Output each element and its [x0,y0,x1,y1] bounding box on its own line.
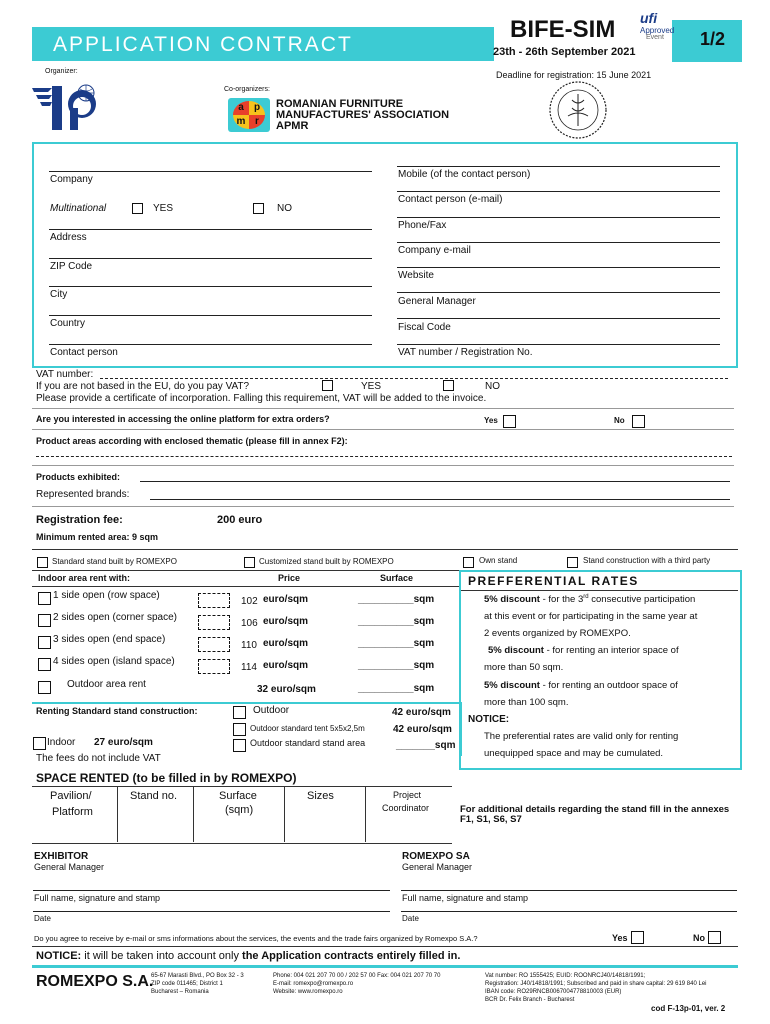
footer-email[interactable]: E-mail: romexpo@romexpo.ro [273,981,354,987]
contact-email-input[interactable] [397,191,720,192]
three-sides-checkbox[interactable] [38,636,51,649]
space-col-divider [284,787,285,842]
apmr-logo-icon [228,98,270,132]
contact-email-label: Contact person (e-mail) [398,194,503,205]
discount-2-label: 5% discount [488,645,544,656]
price-row [32,610,460,632]
coorganizers-label: Co-organizers: [224,86,270,93]
discount-2-text: - for renting an interior space of [543,645,679,656]
romexpo-signature-input[interactable] [401,890,737,891]
one-side-label: 1 side open (row space) [53,590,160,601]
footer-vat-1: Vat number: RO 1555425; EUID: ROONRCJ40/14818/1991; [485,973,646,979]
three-sides-unit: euro/sqm [263,638,309,649]
discount-1-text: - for the 3 [539,594,584,606]
price-table-header-line [32,586,460,587]
consent-yes-checkbox[interactable] [631,931,644,944]
two-sides-qty[interactable] [198,615,230,630]
multinational-yes-checkbox[interactable] [132,203,143,214]
discount-1-line2: at this event or for participating in the same year at [484,611,698,622]
indoor-area-header: Indoor area rent with: [38,573,131,583]
two-sides-checkbox[interactable] [38,614,51,627]
vat-no-checkbox[interactable] [443,380,454,391]
minimum-area: Minimum rented area: 9 sqm [36,532,159,542]
discount-2-line2: more than 50 sqm. [484,662,564,673]
one-side-checkbox[interactable] [38,592,51,605]
fiscal-code-label: Fiscal Code [398,322,451,333]
space-rented-title: SPACE RENTED (to be filled in by ROMEXPO) [36,771,297,785]
online-yes-checkbox[interactable] [503,415,516,428]
footer-vat-3: IBAN code: RO29RNCB0067004778810003 (EUR) [485,989,622,995]
outdoor-rent-price: 32 euro/sqm [257,684,316,695]
multinational-yes-label: YES [153,203,174,214]
price-row [32,654,460,676]
customized-stand-label: Customized stand built by ROMEXPO [259,557,394,566]
apmr-name-1: ROMANIAN FURNITURE [276,98,404,110]
third-party-checkbox[interactable] [567,557,578,568]
exhibitor-signature-input[interactable] [33,890,390,891]
col-surface: Surface [219,790,257,802]
col-sizes: Sizes [307,790,334,802]
vat-registration-input[interactable] [397,344,720,345]
footer-vat-2: Registration: J40/14818/1991; Subscribed and paid in share capital: 29 619 840 Lei [485,981,707,987]
website-input[interactable] [397,267,720,268]
discount-1-label: 5% discount [484,594,540,606]
standard-stand-checkbox[interactable] [37,557,48,568]
vat-no-label: NO [485,381,500,392]
preferential-item-3 [484,680,678,691]
general-manager-input[interactable] [397,292,720,293]
vat-note: Please provide a certificate of incorporation. Falling this requirement, VAT will be added to the invoice. [36,393,487,404]
romexpo-label: ROMEXPO SA [402,851,470,862]
vat-excluded-note: The fees do not include VAT [36,753,161,764]
deadline: Deadline for registration: 15 June 2021 [496,70,652,80]
one-side-unit: euro/sqm [263,594,309,605]
vat-question: If you are not based in the EU, do you pay VAT? [36,381,250,392]
footer-address-2: ZIP code 011465; District 1 [151,981,223,987]
city-input[interactable] [49,286,372,287]
third-party-label: Stand construction with a third party [583,556,711,565]
notice-line1: The preferential rates are valid only for renting [484,731,679,742]
products-exhibited-label: Products exhibited: [36,472,121,482]
own-stand-label: Own stand [479,556,518,565]
brands-input[interactable] [150,499,730,500]
city-label: City [50,289,68,300]
footer-website[interactable]: Website: www.romexpo.ro [273,989,343,995]
exhibitor-signature-label: Full name, signature and stamp [34,893,161,903]
vat-yes-checkbox[interactable] [322,380,333,391]
online-question: Are you interested in accessing the online platform for extra orders? [36,414,330,424]
company-label: Company [50,174,93,185]
indoor-checkbox[interactable] [33,737,46,750]
romexpo-gm-label: General Manager [402,862,473,872]
vat-yes-label: YES [361,381,382,392]
one-side-sqm[interactable]: __________sqm [358,594,435,605]
outdoor-rent-checkbox[interactable] [38,681,51,694]
four-sides-sqm[interactable]: __________sqm [358,660,435,671]
additional-details: For additional details regarding the stand fill in the annexes F1, S1, S6, S7 [460,804,730,825]
four-sides-checkbox[interactable] [38,658,51,671]
outdoor-area-sqm[interactable]: _______sqm [396,740,456,751]
registration-fee-label: Registration fee: [36,514,123,526]
consent-yes-label: Yes [612,933,628,943]
one-side-price: 102 [241,596,258,607]
product-areas-label: Product areas according with enclosed thematic (please fill in annex F2): [36,436,348,446]
notice-label: NOTICE: [468,714,510,725]
renting-outdoor-price: 42 euro/sqm [392,707,451,718]
discount-1-sup: rd [583,594,589,600]
footer-notice-text: it will be taken into account only [81,950,243,962]
stand-types-divider [32,549,738,550]
vat-number-label: VAT number: [36,369,94,380]
brands-label: Represented brands: [36,489,130,500]
col-surface-unit: (sqm) [225,804,254,816]
customized-stand-checkbox[interactable] [244,557,255,568]
romexpo-date-input[interactable] [401,911,737,912]
organizer-label: Organizer: [45,68,78,75]
exhibitor-date-label: Date [34,914,51,923]
footer-address-1: 65-67 Marasti Blvd., PO Box 32 - 3 [151,973,244,979]
romexpo-date-label: Date [402,914,419,923]
address-label: Address [50,232,87,243]
company-input[interactable] [49,171,372,172]
zip-label: ZIP Code [50,261,93,272]
registration-fee-value: 200 euro [217,514,263,526]
preferential-item-2 [488,645,679,656]
zip-input[interactable] [49,258,372,259]
mobile-input[interactable] [397,166,720,167]
own-stand-checkbox[interactable] [463,557,474,568]
exhibitor-gm-label: General Manager [34,862,105,872]
apmr-name-3: APMR [276,120,309,132]
renting-standard-label: Renting Standard stand construction: [36,706,198,716]
phone-fax-input[interactable] [397,217,720,218]
three-sides-label: 3 sides open (end space) [53,634,166,645]
four-sides-qty[interactable] [198,659,230,674]
preferential-title: PREFFERENTIAL RATES [468,574,639,588]
two-sides-sqm[interactable]: __________sqm [358,616,435,627]
tent-checkbox[interactable] [233,723,246,736]
product-areas-input[interactable] [36,456,732,457]
outdoor-rent-label: Outdoor area rent [67,679,146,690]
indoor-label: Indoor [47,737,76,748]
three-sides-price: 110 [241,640,257,651]
footer-notice [36,950,460,962]
fiscal-code-input[interactable] [397,318,720,319]
online-yes-label: Yes [484,416,498,425]
event-name: BIFE-SIM [510,16,616,43]
romexpo-logo-icon [30,82,100,134]
contact-person-input[interactable] [49,344,372,345]
online-no-checkbox[interactable] [632,415,645,428]
seal-icon [546,80,610,140]
space-col-divider [365,787,366,842]
standard-stand-label: Standard stand built by ROMEXPO [52,557,177,566]
tent-price: 42 euro/sqm [393,724,452,735]
country-input[interactable] [49,315,372,316]
col-coordinator: Coordinator [382,803,430,813]
ufi-approved: Approved [640,26,675,35]
col-pavilion: Pavilion/ [50,790,92,802]
two-sides-label: 2 sides open (corner space) [53,612,177,623]
price-row [32,678,460,700]
four-sides-price: 114 [241,662,257,673]
footer-notice-emph: the Application contracts entirely filled in. [242,950,461,962]
discount-3-label: 5% discount [484,680,540,691]
footer-address-3: Bucharest – Romania [151,989,209,995]
discount-1-text2: consecutive participation [588,594,696,606]
three-sides-qty[interactable] [198,637,230,652]
price-row [32,588,460,610]
apmr-logo-m: m [233,115,249,129]
ufi-logo: ufi [640,10,658,26]
price-row [32,632,460,654]
price-header: Price [278,573,301,583]
contact-person-label: Contact person [50,347,118,358]
products-exhibited-input[interactable] [140,481,730,482]
multinational-label: Multinational [50,203,107,214]
company-email-label: Company e-mail [398,245,471,256]
footer-divider [32,946,738,947]
footer-bar [32,965,738,968]
four-sides-label: 4 sides open (island space) [53,656,175,667]
footer-notice-label: NOTICE: [36,950,82,962]
company-email-input[interactable] [397,242,720,243]
consent-no-label: No [693,933,705,943]
col-platform: Platform [52,806,93,818]
phone-fax-label: Phone/Fax [398,220,447,231]
preferential-item-1 [484,594,695,605]
page-number: 1/2 [700,29,726,49]
consent-no-checkbox[interactable] [708,931,721,944]
notice-line2: unequipped space and may be cumulated. [484,748,664,759]
apmr-logo-r: r [249,115,265,129]
exhibitor-label: EXHIBITOR [34,851,89,862]
space-col-divider [193,787,194,842]
apmr-logo-a: a [233,101,249,115]
footer-brand: ROMEXPO S.A. [36,973,154,990]
company-form [32,142,738,368]
document-code: cod F-13p-01, ver. 2 [651,1004,726,1013]
footer-vat-4: BCR Dr. Felix Branch - Bucharest [485,997,575,1003]
one-side-qty[interactable] [198,593,230,608]
website-label: Website [398,270,434,281]
three-sides-sqm[interactable]: __________sqm [358,638,435,649]
discount-3-text: - for renting an outdoor space of [539,680,678,691]
indoor-price: 27 euro/sqm [94,737,153,748]
ufi-event: Event [646,34,664,41]
col-project: Project [393,790,422,800]
consent-question: Do you agree to receive by e-mail or sms informations about the services, the events and the trade fairs organized by Romexpo S.A.? [34,934,478,943]
vat-registration-label: VAT number / Registration No. [398,347,533,358]
country-label: Country [50,318,86,329]
tent-label: Outdoor standard tent 5x5x2,5m [250,724,365,733]
outdoor-rent-sqm[interactable]: __________sqm [358,683,435,694]
renting-outdoor-checkbox[interactable] [233,706,246,719]
products-box [32,465,734,507]
page-title: APPLICATION CONTRACT [53,33,353,56]
apmr-logo-p: p [249,101,265,115]
multinational-no-label: NO [277,203,292,214]
online-no-label: No [614,416,625,425]
space-col-divider [117,787,118,842]
exhibitor-date-input[interactable] [33,911,390,912]
footer-phone: Phone: 004 021 207 70 00 / 202 57 00 Fax: 004 021 207 70 70 [273,973,441,979]
address-input[interactable] [49,229,372,230]
outdoor-area-label: Outdoor standard stand area [250,738,366,748]
event-dates: 23th - 26th September 2021 [493,46,636,58]
general-manager-label: General Manager [398,296,476,307]
renting-outdoor-label: Outdoor [253,705,290,716]
apmr-name-2: MANUFACTURES' ASSOCIATION [276,109,450,121]
mobile-label: Mobile (of the contact person) [398,169,531,180]
outdoor-area-checkbox[interactable] [233,739,246,752]
four-sides-unit: euro/sqm [263,660,309,671]
romexpo-signature-label: Full name, signature and stamp [402,893,529,903]
preferential-title-line [461,590,738,591]
discount-3-line2: more than 100 sqm. [484,697,569,708]
two-sides-price: 106 [241,618,258,629]
vat-number-input[interactable] [100,378,728,379]
col-stand-no: Stand no. [130,790,178,802]
multinational-no-checkbox[interactable] [253,203,264,214]
two-sides-unit: euro/sqm [263,616,309,627]
discount-1-line3: 2 events organized by ROMEXPO. [484,628,631,639]
surface-header: Surface [380,573,414,583]
